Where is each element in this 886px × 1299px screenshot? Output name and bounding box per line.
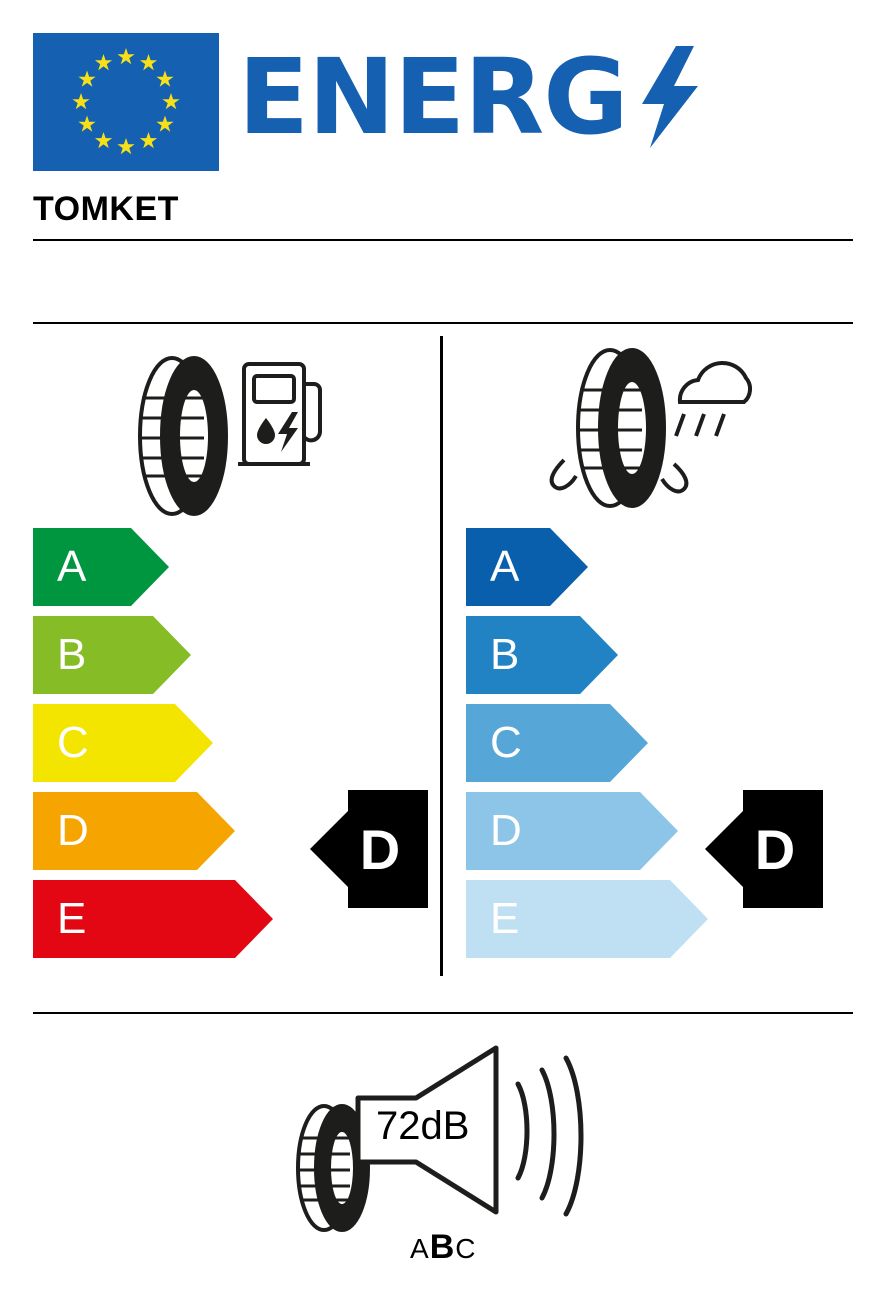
fuel-efficiency-grades [33, 528, 89, 968]
noise-class-c: C [455, 1233, 477, 1264]
grade-letter: D [490, 806, 522, 855]
grade-row [466, 792, 522, 870]
wet-grip-result [705, 790, 823, 908]
grade-letter: B [490, 630, 520, 679]
tyre-fuel-pump-icon [120, 348, 330, 528]
divider-top [33, 322, 853, 324]
grade-row [466, 528, 522, 606]
grade-letter: A [490, 542, 520, 591]
grade-row [466, 616, 522, 694]
tyre-rain-cloud-icon [528, 348, 763, 528]
grade-row [33, 792, 89, 870]
grade-letter: D [57, 806, 89, 855]
eu-flag-icon [33, 33, 219, 171]
wet-grip-grades [466, 528, 522, 968]
grade-row [33, 704, 89, 782]
fuel-efficiency-result [310, 790, 428, 908]
fuel-result-letter: D [359, 817, 401, 881]
grade-letter: B [57, 630, 87, 679]
grade-letter: E [490, 894, 520, 943]
wet-result-letter: D [754, 817, 796, 881]
noise-value: 72dB [376, 1104, 470, 1148]
energy-wordmark-text: ENERG [238, 36, 628, 158]
noise-class-indicator [410, 1228, 476, 1267]
grade-row [33, 880, 89, 958]
divider-vertical [440, 336, 443, 976]
energy-wordmark [238, 36, 718, 158]
grade-letter: C [57, 718, 89, 767]
grade-row [466, 704, 522, 782]
noise-class-b: B [429, 1228, 456, 1266]
divider-noise [33, 1012, 853, 1014]
grade-letter: A [57, 542, 87, 591]
grade-row [33, 528, 89, 606]
lightning-bolt-icon [636, 42, 706, 152]
grade-row [466, 880, 522, 958]
divider-brand [33, 239, 853, 241]
grade-letter: E [57, 894, 87, 943]
grade-letter: C [490, 718, 522, 767]
noise-section [280, 1040, 610, 1270]
brand-name: TOMKET [33, 190, 179, 228]
noise-class-a: A [410, 1233, 430, 1264]
grade-row [33, 616, 89, 694]
